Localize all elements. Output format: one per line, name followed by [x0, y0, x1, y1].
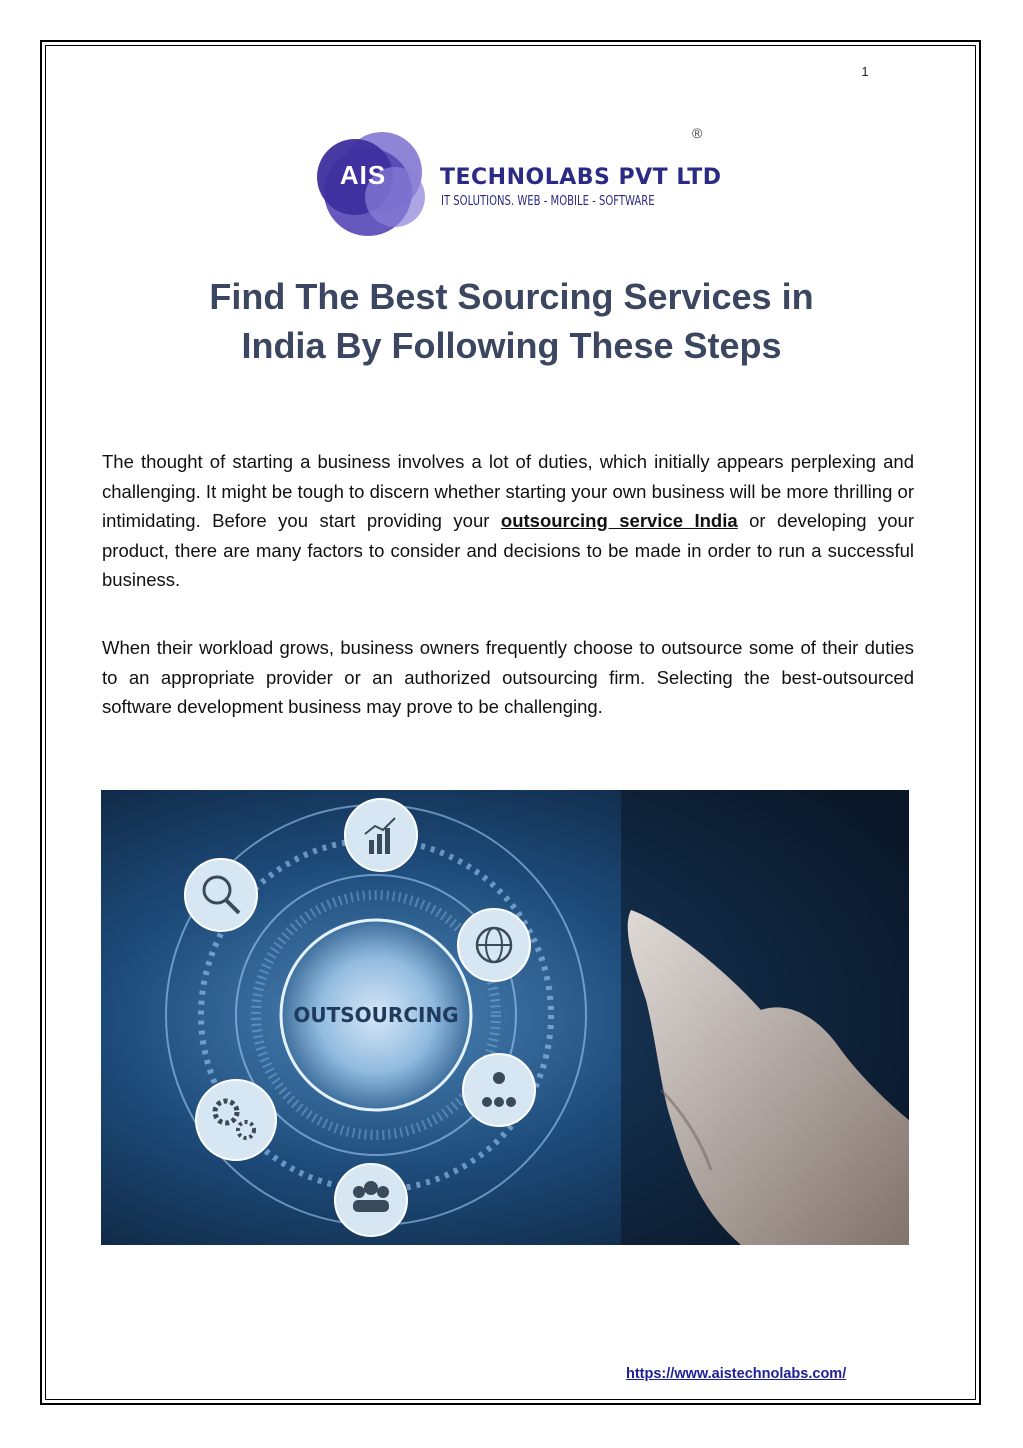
chart-icon: [345, 799, 417, 871]
globe-icon: [458, 909, 530, 981]
document-title: [100, 272, 923, 370]
team-hierarchy-icon: [463, 1054, 535, 1126]
title-line-1: Find The Best Sourcing Services in: [209, 276, 814, 317]
intro-paragraph: [102, 447, 914, 595]
logo-tagline: IT SOLUTIONS. WEB - MOBILE - SOFTWARE: [441, 194, 655, 209]
website-link[interactable]: https://www.aistechnolabs.com/: [626, 1366, 847, 1382]
intro-text-end: or developing your product, there are many factors to consider and decisions to be made in order to run a successful business.: [102, 510, 914, 590]
company-logo: [310, 122, 722, 240]
outsourcing-hero-image: [101, 790, 909, 1245]
page-number: 1: [861, 64, 869, 79]
second-paragraph: When their workload grows, business owners frequently choose to outsource some of their duties to an appropriate provider or an authorized outsourcing firm. Selecting the best-outsourced software development business may prove to be challenging.: [102, 637, 914, 717]
people-group-icon: [335, 1164, 407, 1236]
title-line-2: India By Following These Steps: [241, 325, 782, 366]
registered-mark: ®: [692, 125, 703, 141]
outsourcing-label: OUTSOURCING: [293, 1003, 459, 1027]
logo-mark-text: AIS: [339, 160, 387, 190]
search-people-icon: [185, 859, 257, 931]
intro-text-start: The thought of starting a business involves a lot of duties, which initially appears perplexing and challenging. It might be tough to discern whether starting your own business will be more thrilling or intimidating. Before you start providing your: [102, 451, 914, 531]
logo-company-name: TECHNOLABS PVT LTD: [440, 165, 722, 190]
gears-icon: [196, 1080, 276, 1160]
outsourcing-service-link[interactable]: outsourcing service India: [500, 510, 738, 531]
